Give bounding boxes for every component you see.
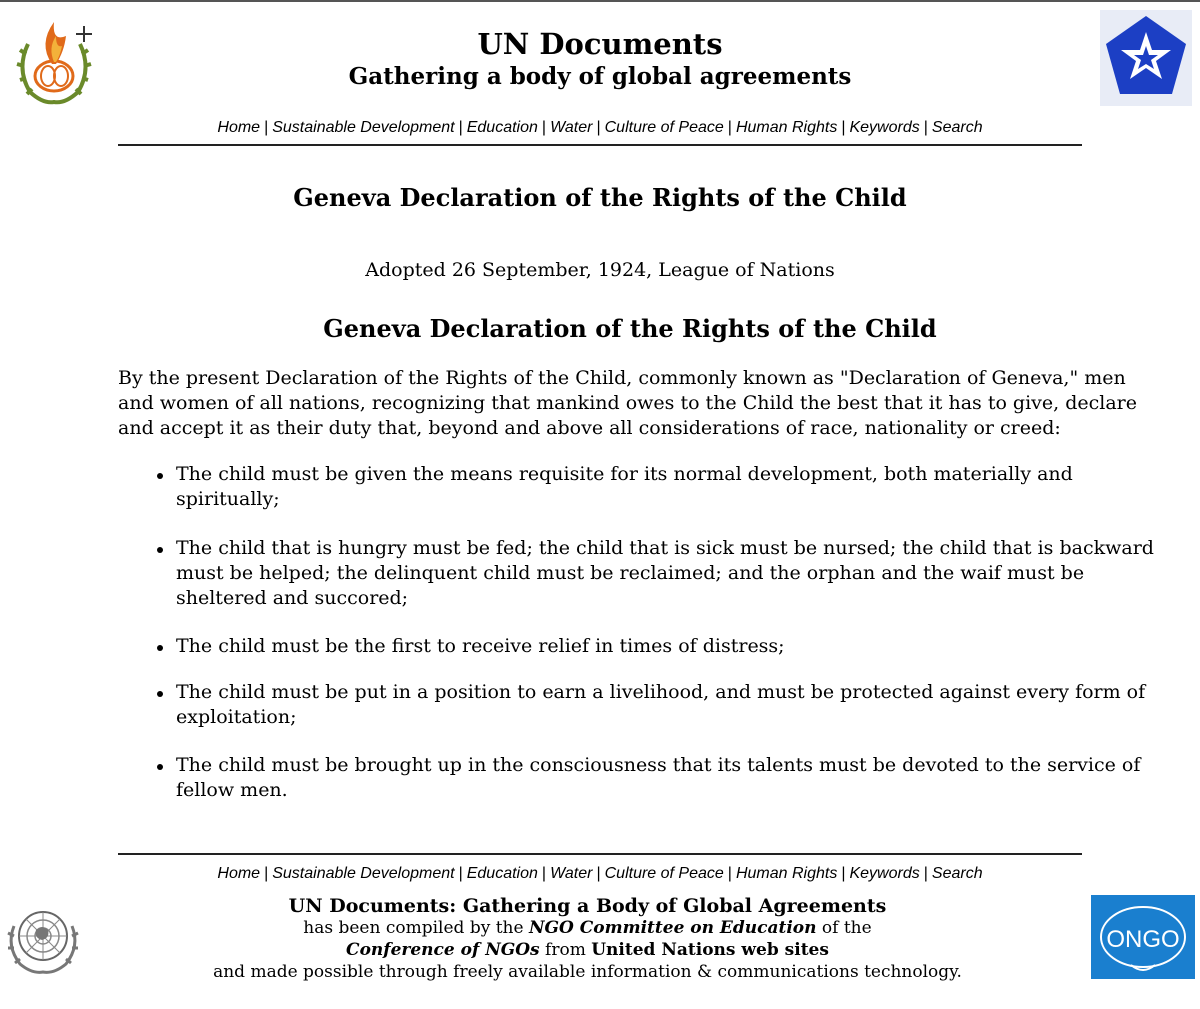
nav-separator: | <box>541 119 547 136</box>
un-web-sites-link[interactable]: United Nations web sites <box>591 940 829 960</box>
nav-human-rights-link[interactable]: Human Rights <box>735 119 838 136</box>
right-item-5: The child must be brought up in the consciousness that its talents must be devoted to the service of fellow men. <box>176 753 1156 803</box>
nav-separator: | <box>727 865 732 882</box>
nav-separator: | <box>264 865 269 882</box>
footer-title: UN Documents: Gathering a Body of Global Agreements <box>288 895 887 917</box>
nav-home-link[interactable]: Home <box>217 865 261 882</box>
footer-line-3: and made possible through freely available information & communications technology. <box>213 962 962 982</box>
adopted-date: Adopted 26 September, 1924, League of Nations <box>365 259 835 281</box>
nav-separator: | <box>841 865 846 882</box>
nav-culture-of-peace-link[interactable]: Culture of Peace <box>604 865 724 882</box>
nav-separator: | <box>541 865 547 882</box>
bottom-nav <box>0 864 1200 884</box>
footer-compiled-by-text: has been compiled by the <box>303 918 529 938</box>
site-title: UN Documents <box>477 27 723 61</box>
right-item-2: The child that is hungry must be fed; the child that is sick must be nursed; the child that is backward must be helped; the delinquent child must be reclaimed; and the orphan and the waif must be sheltered and succored; <box>176 536 1156 611</box>
right-item-3: The child must be the first to receive relief in times of distress; <box>176 634 1156 659</box>
document-heading: Geneva Declaration of the Rights of the Child <box>323 314 937 343</box>
top-border <box>0 0 1200 2</box>
site-subtitle: Gathering a body of global agreements <box>348 63 852 90</box>
right-item-1: The child must be given the means requisite for its normal development, both materially and spiritually; <box>176 462 1156 512</box>
nav-education-link[interactable]: Education <box>466 119 538 136</box>
preamble-paragraph: By the present Declaration of the Rights of the Child, commonly known as "Declaration of Geneva," men and women of all nations, recognizing that mankind owes to the Child the best that it has to give, declare and accept it as their duty that, beyond and above all considerations of race, nationality or creed: <box>118 367 1138 439</box>
nav-separator: | <box>596 865 601 882</box>
footer-line-1 <box>0 918 1175 939</box>
nav-home-link[interactable]: Home <box>217 119 261 136</box>
nav-separator: | <box>596 119 601 136</box>
top-divider <box>118 144 1082 146</box>
nav-separator: | <box>458 865 463 882</box>
nav-separator: | <box>923 119 928 136</box>
footer-from-text: from <box>539 940 592 960</box>
ongo-logo-icon[interactable] <box>1091 895 1195 979</box>
nav-keywords-link[interactable]: Keywords <box>849 119 920 136</box>
nav-separator: | <box>458 119 463 136</box>
nav-education-link[interactable]: Education <box>466 865 538 882</box>
nav-human-rights-link[interactable]: Human Rights <box>735 865 838 882</box>
nav-water-link[interactable]: Water <box>550 865 593 882</box>
nav-keywords-link[interactable]: Keywords <box>849 865 920 882</box>
footer-of-the-text: of the <box>816 918 872 938</box>
nav-water-link[interactable]: Water <box>550 119 593 136</box>
right-item-4: The child must be put in a position to earn a livelihood, and must be protected against every form of exploitation; <box>176 680 1156 730</box>
nav-sustainable-development-link[interactable]: Sustainable Development <box>272 865 455 882</box>
nav-separator: | <box>264 119 269 136</box>
document-title: Geneva Declaration of the Rights of the Child <box>293 183 907 212</box>
nav-separator: | <box>841 119 846 136</box>
nav-search-link[interactable]: Search <box>931 119 983 136</box>
nav-sustainable-development-link[interactable]: Sustainable Development <box>272 119 455 136</box>
top-nav <box>0 118 1200 138</box>
ongo-logo-text: ONGO <box>1106 926 1180 953</box>
nav-separator: | <box>727 119 732 136</box>
footer-line-2 <box>0 940 1175 961</box>
bottom-divider <box>118 853 1082 855</box>
nav-separator: | <box>923 865 928 882</box>
conference-of-ngos-link[interactable]: Conference of NGOs <box>346 940 540 960</box>
nav-culture-of-peace-link[interactable]: Culture of Peace <box>604 119 724 136</box>
nav-search-link[interactable]: Search <box>931 865 983 882</box>
ngo-committee-link[interactable]: NGO Committee on Education <box>528 918 817 938</box>
